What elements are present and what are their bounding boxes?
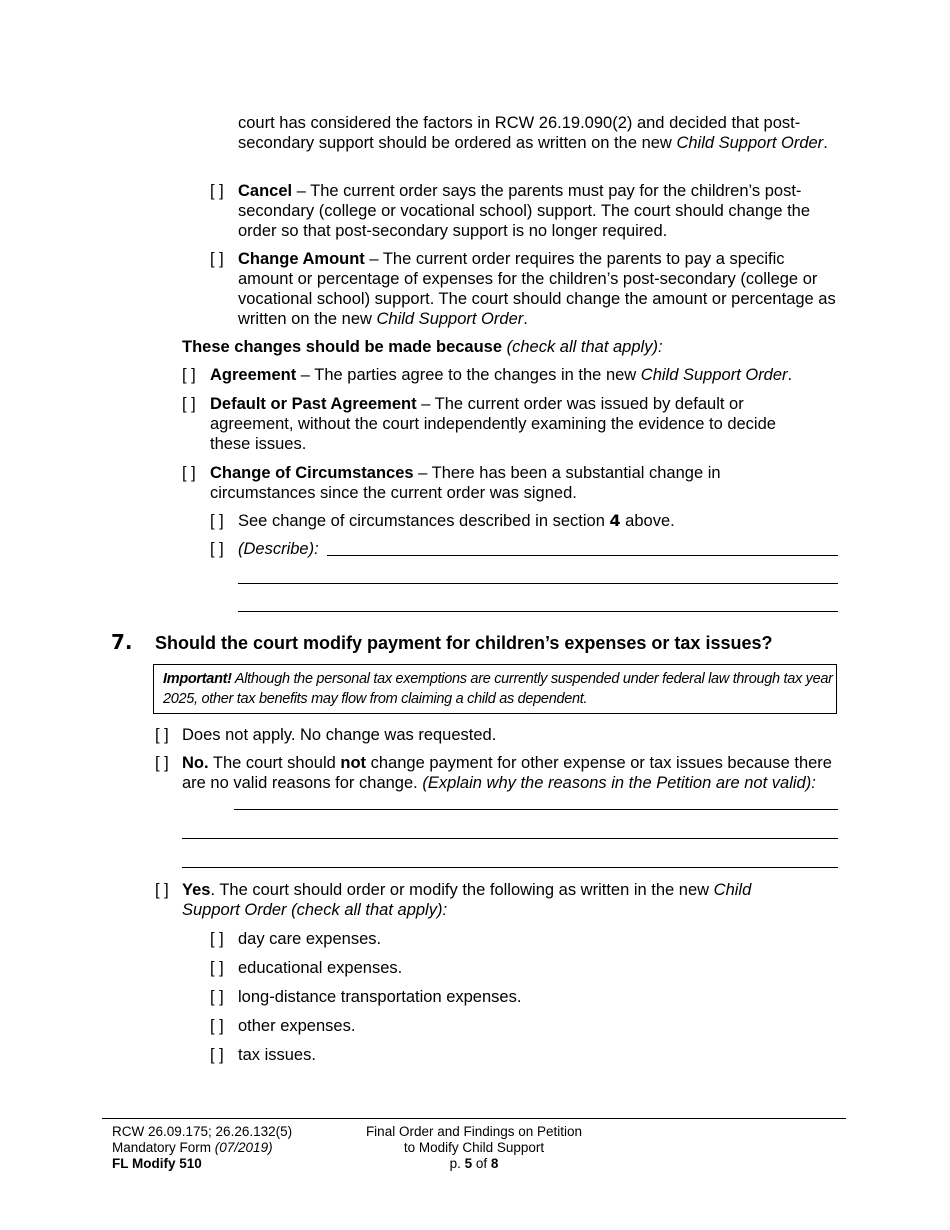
section-7-title: Should the court modify payment for children’s expenses or tax issues? bbox=[155, 633, 773, 653]
other-expenses-checkbox[interactable]: [ ] bbox=[210, 1017, 224, 1035]
footer-title-line-1: Final Order and Findings on Petition bbox=[365, 1124, 583, 1139]
cancel-option bbox=[238, 181, 840, 241]
change-amount-checkbox[interactable]: [ ] bbox=[210, 250, 224, 268]
default-agreement-checkbox[interactable]: [ ] bbox=[182, 395, 196, 413]
change-amount-label: Change Amount bbox=[238, 250, 365, 268]
tax-issues-label: tax issues. bbox=[238, 1046, 316, 1064]
intro-order-title: Child Support Order bbox=[676, 134, 824, 152]
section-7-number: 7. bbox=[111, 630, 133, 654]
yes-label: Yes bbox=[182, 881, 211, 899]
yes-order-title: Child Support Order (check all that apply): bbox=[182, 881, 752, 919]
important-text: Although the personal tax exemptions are currently suspended under federal law through tax year 2025, other tax benefits may flow from claiming a child as dependent. bbox=[163, 671, 833, 707]
other-expenses-label: other expenses. bbox=[238, 1017, 356, 1035]
see-section-end: above. bbox=[620, 512, 675, 530]
day-care-checkbox[interactable]: [ ] bbox=[210, 930, 224, 948]
footer-left bbox=[112, 1124, 292, 1172]
footer-page-of: of bbox=[472, 1156, 491, 1171]
agreement-text: – The parties agree to the changes in the new bbox=[296, 366, 641, 384]
describe-checkbox[interactable]: [ ] bbox=[210, 540, 224, 558]
transportation-checkbox[interactable]: [ ] bbox=[210, 988, 224, 1006]
no-text-2: change payment for other expense or tax issues because there are no valid reasons for change. bbox=[182, 754, 832, 792]
agreement-item bbox=[210, 365, 850, 385]
change-amount-order-title: Child Support Order bbox=[376, 310, 524, 328]
reasons-lead-bold: These changes should be made because bbox=[182, 338, 507, 356]
intro-end: . bbox=[823, 134, 828, 152]
tax-issues-checkbox[interactable]: [ ] bbox=[210, 1046, 224, 1064]
footer-page: 5 bbox=[464, 1156, 473, 1171]
footer-mandatory bbox=[112, 1140, 292, 1156]
no-explain-line-3[interactable] bbox=[182, 867, 838, 868]
intro-paragraph bbox=[238, 113, 838, 153]
yes-text: . The court should order or modify the following as written in the new bbox=[210, 881, 714, 899]
no-checkbox[interactable]: [ ] bbox=[155, 754, 169, 772]
agreement-label: Agreement bbox=[210, 366, 297, 384]
reasons-lead bbox=[182, 337, 842, 357]
describe-field-line-3[interactable] bbox=[238, 611, 838, 612]
section-ref: 4 bbox=[609, 511, 621, 530]
default-agreement-text: – The current order was issued by default or agreement, without the court independently examining the evidence to decide these issues. bbox=[210, 395, 776, 453]
yes-checkbox[interactable]: [ ] bbox=[155, 881, 169, 899]
footer-total-pages: 8 bbox=[490, 1156, 499, 1171]
footer-form-date: (07/2019) bbox=[214, 1140, 273, 1155]
no-explain-prompt: (Explain why the reasons in the Petition are not valid): bbox=[422, 774, 816, 792]
footer-rcw: RCW 26.09.175; 26.26.132(5) bbox=[112, 1124, 293, 1139]
cancel-checkbox[interactable]: [ ] bbox=[210, 182, 224, 200]
no-label: No. bbox=[182, 754, 209, 772]
change-amount-end: . bbox=[523, 310, 528, 328]
see-section-checkbox[interactable]: [ ] bbox=[210, 512, 224, 530]
footer-divider bbox=[102, 1118, 846, 1119]
agreement-end: . bbox=[787, 366, 793, 384]
footer-mandatory-text: Mandatory Form bbox=[112, 1140, 215, 1155]
educational-checkbox[interactable]: [ ] bbox=[210, 959, 224, 977]
change-amount-option bbox=[238, 249, 844, 329]
footer-page-prefix: p. bbox=[449, 1156, 465, 1171]
day-care-label: day care expenses. bbox=[238, 930, 382, 948]
yes-option bbox=[182, 880, 802, 920]
default-agreement-item bbox=[210, 394, 810, 454]
describe-field-line-2[interactable] bbox=[238, 583, 838, 584]
footer-page-number bbox=[360, 1156, 588, 1172]
see-section-text: See change of circumstances described in section bbox=[238, 512, 610, 530]
describe-label: (Describe): bbox=[238, 540, 319, 558]
no-explain-line-1[interactable] bbox=[234, 809, 838, 810]
no-explain-line-2[interactable] bbox=[182, 838, 838, 839]
reasons-lead-italic: (check all that apply): bbox=[506, 338, 663, 356]
see-section-item bbox=[238, 511, 838, 531]
footer-title-line-2: to Modify Child Support bbox=[403, 1140, 545, 1155]
important-notice bbox=[153, 664, 837, 714]
important-label: Important! bbox=[163, 671, 232, 687]
transportation-label: long-distance transportation expenses. bbox=[238, 988, 522, 1006]
no-not-emphasis: not bbox=[340, 754, 367, 772]
change-circumstances-label: Change of Circumstances bbox=[210, 464, 414, 482]
footer-center bbox=[360, 1124, 588, 1172]
change-amount-text: – The current order requires the parents to pay a specific amount or percentage of expenses for the children’s post-secondary (college or vocational school) support. The court should change the amount or percentage as written on the new bbox=[238, 250, 836, 328]
intro-text: court has considered the factors in RCW 26.19.090(2) and decided that post-secondary support should be ordered as written on the new bbox=[238, 114, 801, 152]
cancel-text: – The current order says the parents must pay for the children’s post-secondary (college or vocational school) support. The court should change the order so that post-secondary support is no longer required. bbox=[238, 182, 811, 240]
default-agreement-label: Default or Past Agreement bbox=[210, 395, 417, 413]
no-text-1: The court should bbox=[208, 754, 341, 772]
change-circumstances-item bbox=[210, 463, 770, 503]
footer-form-id: FL Modify 510 bbox=[112, 1156, 202, 1171]
agreement-checkbox[interactable]: [ ] bbox=[182, 366, 196, 384]
does-not-apply-checkbox[interactable]: [ ] bbox=[155, 726, 169, 744]
no-option bbox=[182, 753, 842, 793]
agreement-order-title: Child Support Order bbox=[640, 366, 788, 384]
change-circumstances-text: – There has been a substantial change in circumstances since the current order was signed. bbox=[210, 464, 721, 502]
change-circumstances-checkbox[interactable]: [ ] bbox=[182, 464, 196, 482]
cancel-label: Cancel bbox=[238, 182, 293, 200]
does-not-apply-text: Does not apply. No change was requested. bbox=[182, 726, 497, 744]
describe-field-line-1[interactable] bbox=[327, 555, 838, 556]
educational-label: educational expenses. bbox=[238, 959, 403, 977]
